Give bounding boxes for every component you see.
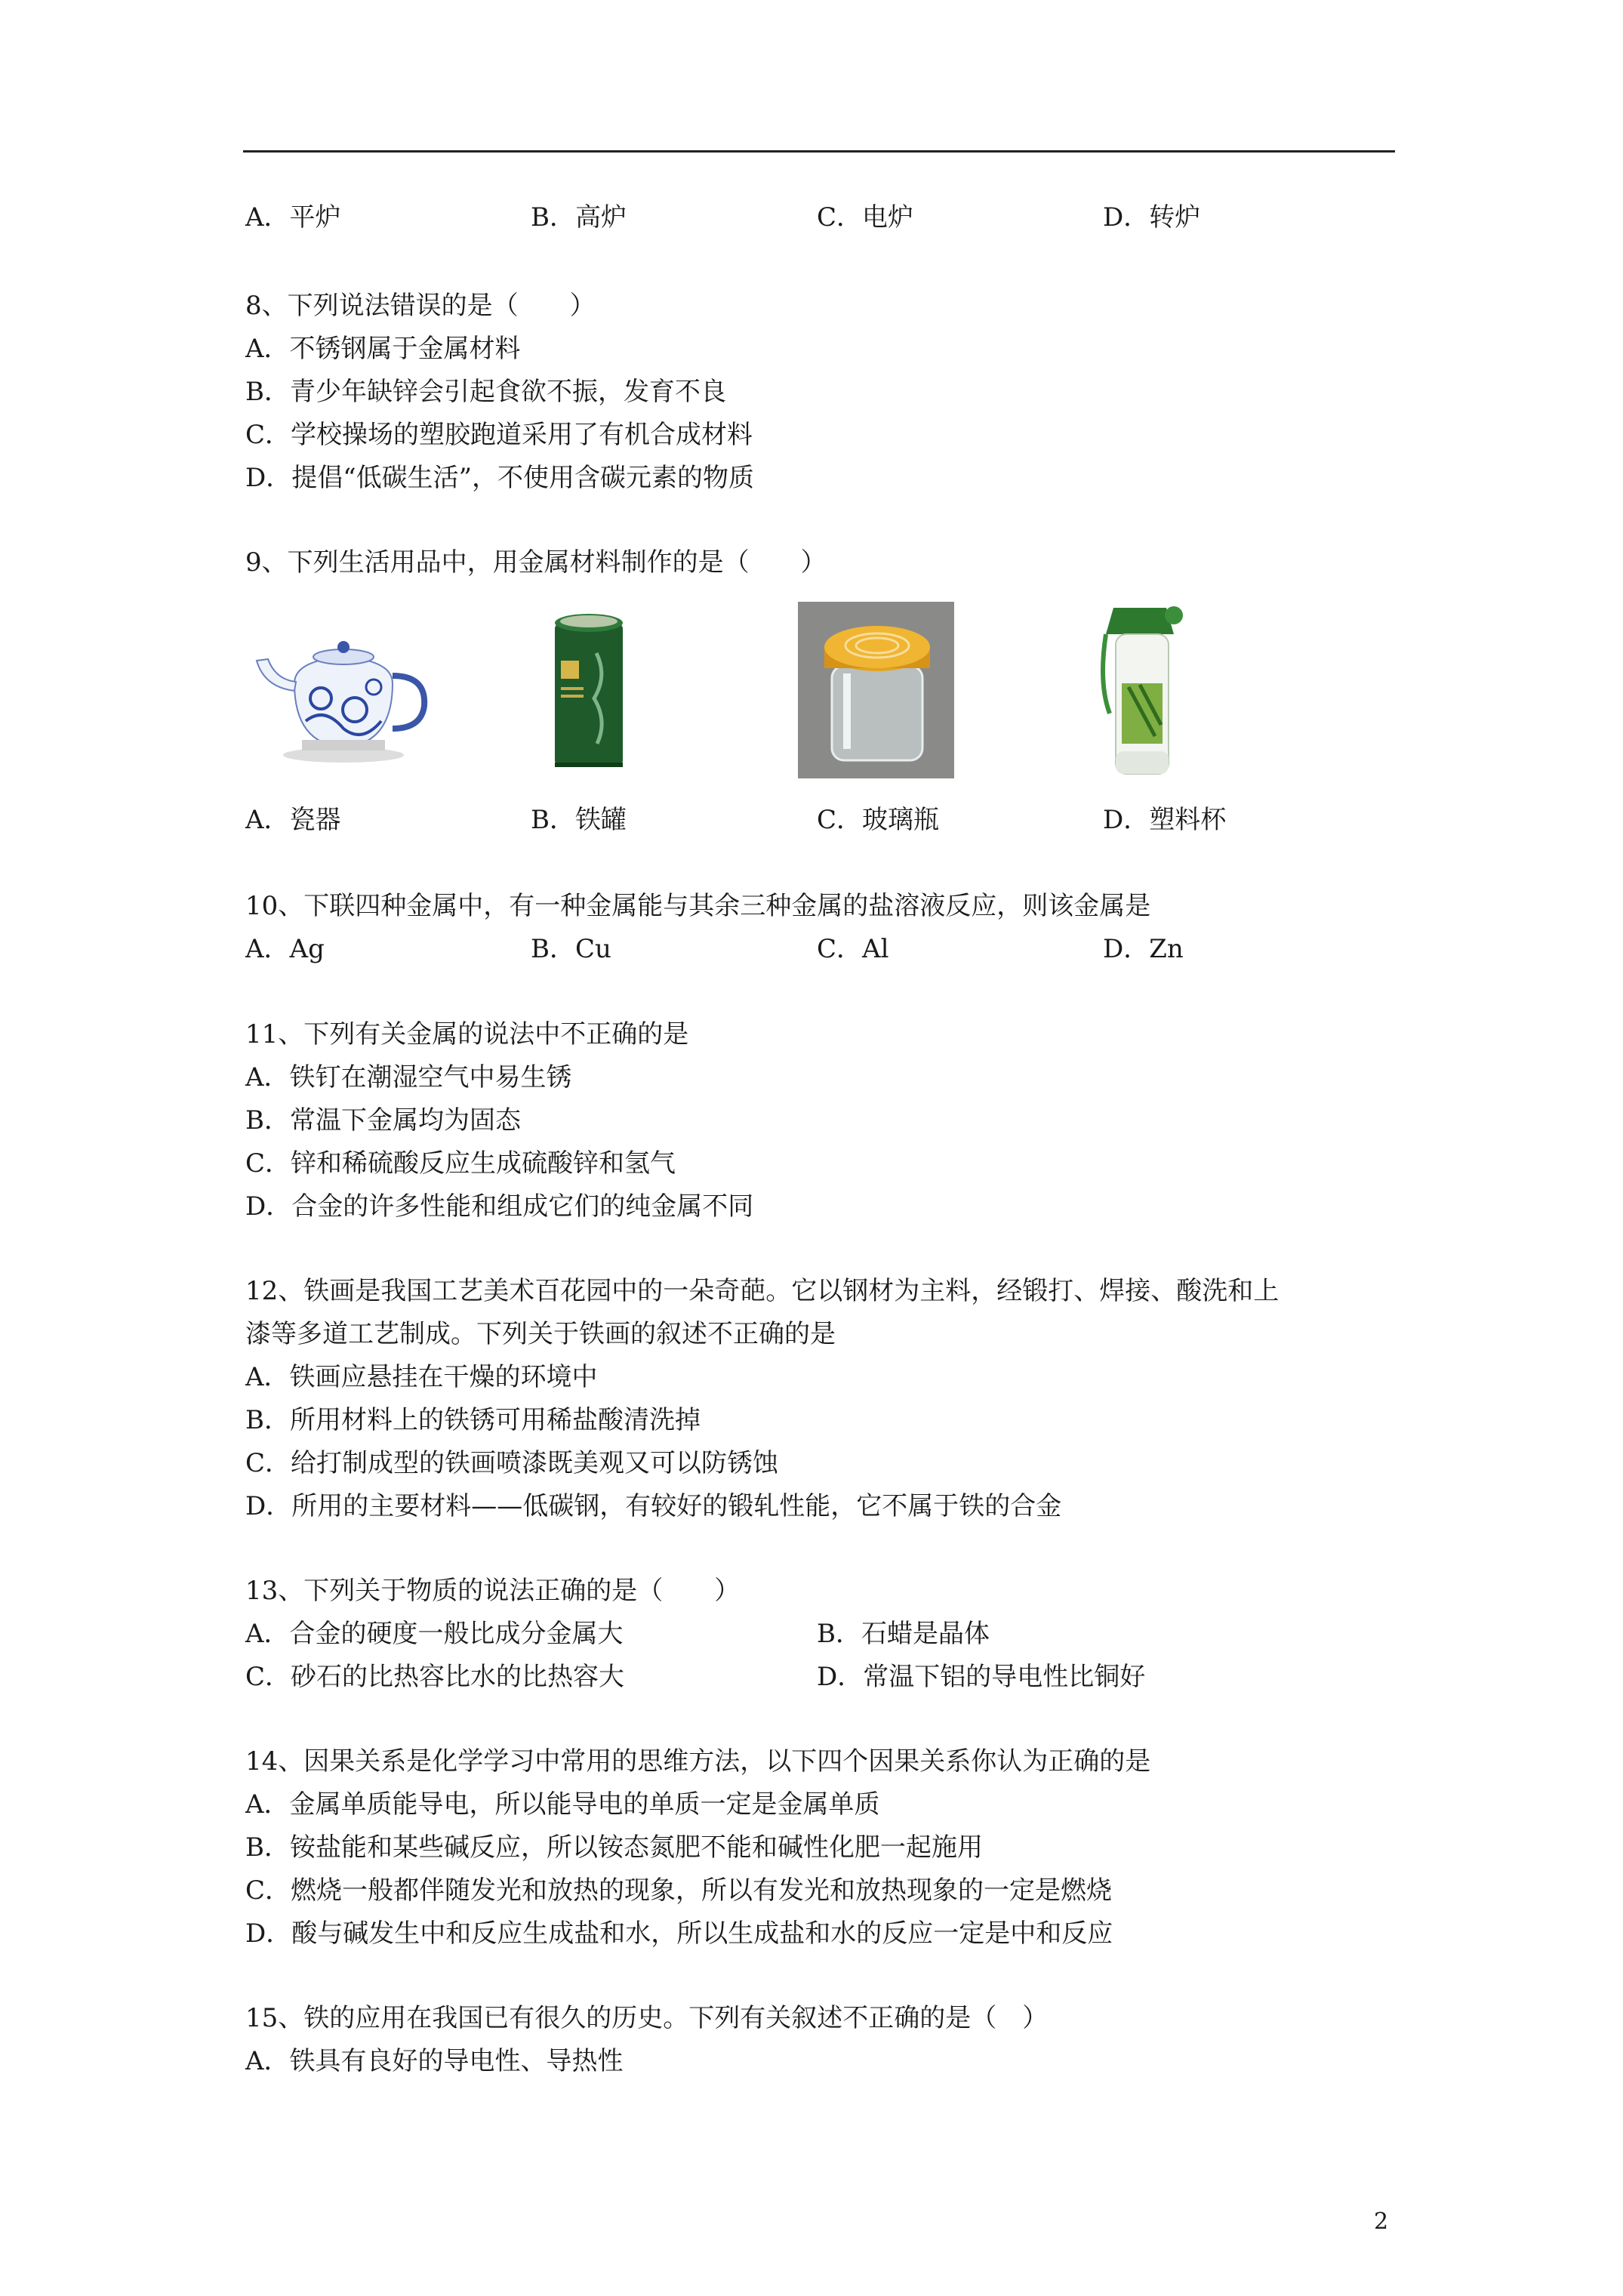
q13-option-a: A．合金的硬度一般比成分金属大 [245,1619,624,1649]
q8-option-b: B．青少年缺锌会引起食欲不振，发育不良 [245,377,726,407]
q10-option-b: B．Cu [531,934,611,964]
q12-stem-line1: 12、铁画是我国工艺美术百花园中的一朵奇葩。它以钢材为主料，经锻打、焊接、酸洗和上 [245,1276,1280,1306]
q8-option-a: A．不锈钢属于金属材料 [245,334,521,364]
q12-option-d: D．所用的主要材料——低碳钢，有较好的锻轧性能，它不属于铁的合金 [245,1491,1062,1521]
q14-option-d: D．酸与碱发生中和反应生成盐和水，所以生成盐和水的反应一定是中和反应 [245,1918,1113,1949]
q10-option-a: A．Ag [245,934,325,964]
q11-option-a: A．铁钉在潮湿空气中易生锈 [245,1062,572,1093]
q13-option-b: B．石蜡是晶体 [817,1619,990,1649]
q11-stem: 11、下列有关金属的说法中不正确的是 [245,1019,689,1049]
q13-stem: 13、下列关于物质的说法正确的是（ ） [245,1576,741,1606]
q9-option-b: B．铁罐 [531,805,627,835]
q14-stem: 14、因果关系是化学学习中常用的思维方法，以下四个因果关系你认为正确的是 [245,1746,1151,1777]
q7-option-b: B．高炉 [531,202,627,233]
plastic-cup-image [1095,600,1193,778]
q8-option-c: C．学校操场的塑胶跑道采用了有机合成材料 [245,420,753,450]
q9-option-d: D．塑料杯 [1103,805,1227,835]
q8-option-d: D．提倡“低碳生活”，不使用含碳元素的物质 [245,463,755,493]
iron-tea-can-image [547,608,630,770]
q7-option-c: C．电炉 [817,202,914,233]
q12-option-a: A．铁画应悬挂在干燥的环境中 [245,1362,598,1392]
header-rule [243,150,1395,153]
glass-jar-image [798,602,954,778]
page-number: 2 [1374,2208,1389,2235]
q11-option-d: D．合金的许多性能和组成它们的纯金属不同 [245,1191,754,1222]
q10-stem: 10、下联四种金属中，有一种金属能与其余三种金属的盐溶液反应，则该金属是 [245,891,1151,921]
q11-option-c: C．锌和稀硫酸反应生成硫酸锌和氢气 [245,1148,676,1179]
porcelain-teapot-image [249,615,438,766]
q9-option-a: A．瓷器 [245,805,341,835]
q14-option-c: C．燃烧一般都伴随发光和放热的现象，所以有发光和放热现象的一定是燃烧 [245,1875,1113,1906]
q15-stem: 15、铁的应用在我国已有很久的历史。下列有关叙述不正确的是（ ） [245,2003,1049,2033]
q7-option-a: A．平炉 [245,202,341,233]
q12-option-b: B．所用材料上的铁锈可用稀盐酸清洗掉 [245,1405,701,1435]
q15-option-a: A．铁具有良好的导电性、导热性 [245,2046,624,2076]
q7-option-d: D．转炉 [1103,202,1201,233]
q9-stem: 9、下列生活用品中，用金属材料制作的是（ ） [245,547,827,578]
q14-option-b: B．铵盐能和某些碱反应，所以铵态氮肥不能和碱性化肥一起施用 [245,1832,983,1863]
q9-option-c: C．玻璃瓶 [817,805,940,835]
q12-stem-line2: 漆等多道工艺制成。下列关于铁画的叙述不正确的是 [245,1319,836,1349]
q10-option-c: C．Al [817,934,889,964]
q10-option-d: D．Zn [1103,934,1184,964]
q13-option-d: D．常温下铝的导电性比铜好 [817,1662,1146,1692]
q13-option-c: C．砂石的比热容比水的比热容大 [245,1662,625,1692]
q11-option-b: B．常温下金属均为固态 [245,1105,521,1136]
q14-option-a: A．金属单质能导电，所以能导电的单质一定是金属单质 [245,1789,880,1820]
q12-option-c: C．给打制成型的铁画喷漆既美观又可以防锈蚀 [245,1448,779,1478]
q8-stem: 8、下列说法错误的是（ ） [245,291,596,321]
